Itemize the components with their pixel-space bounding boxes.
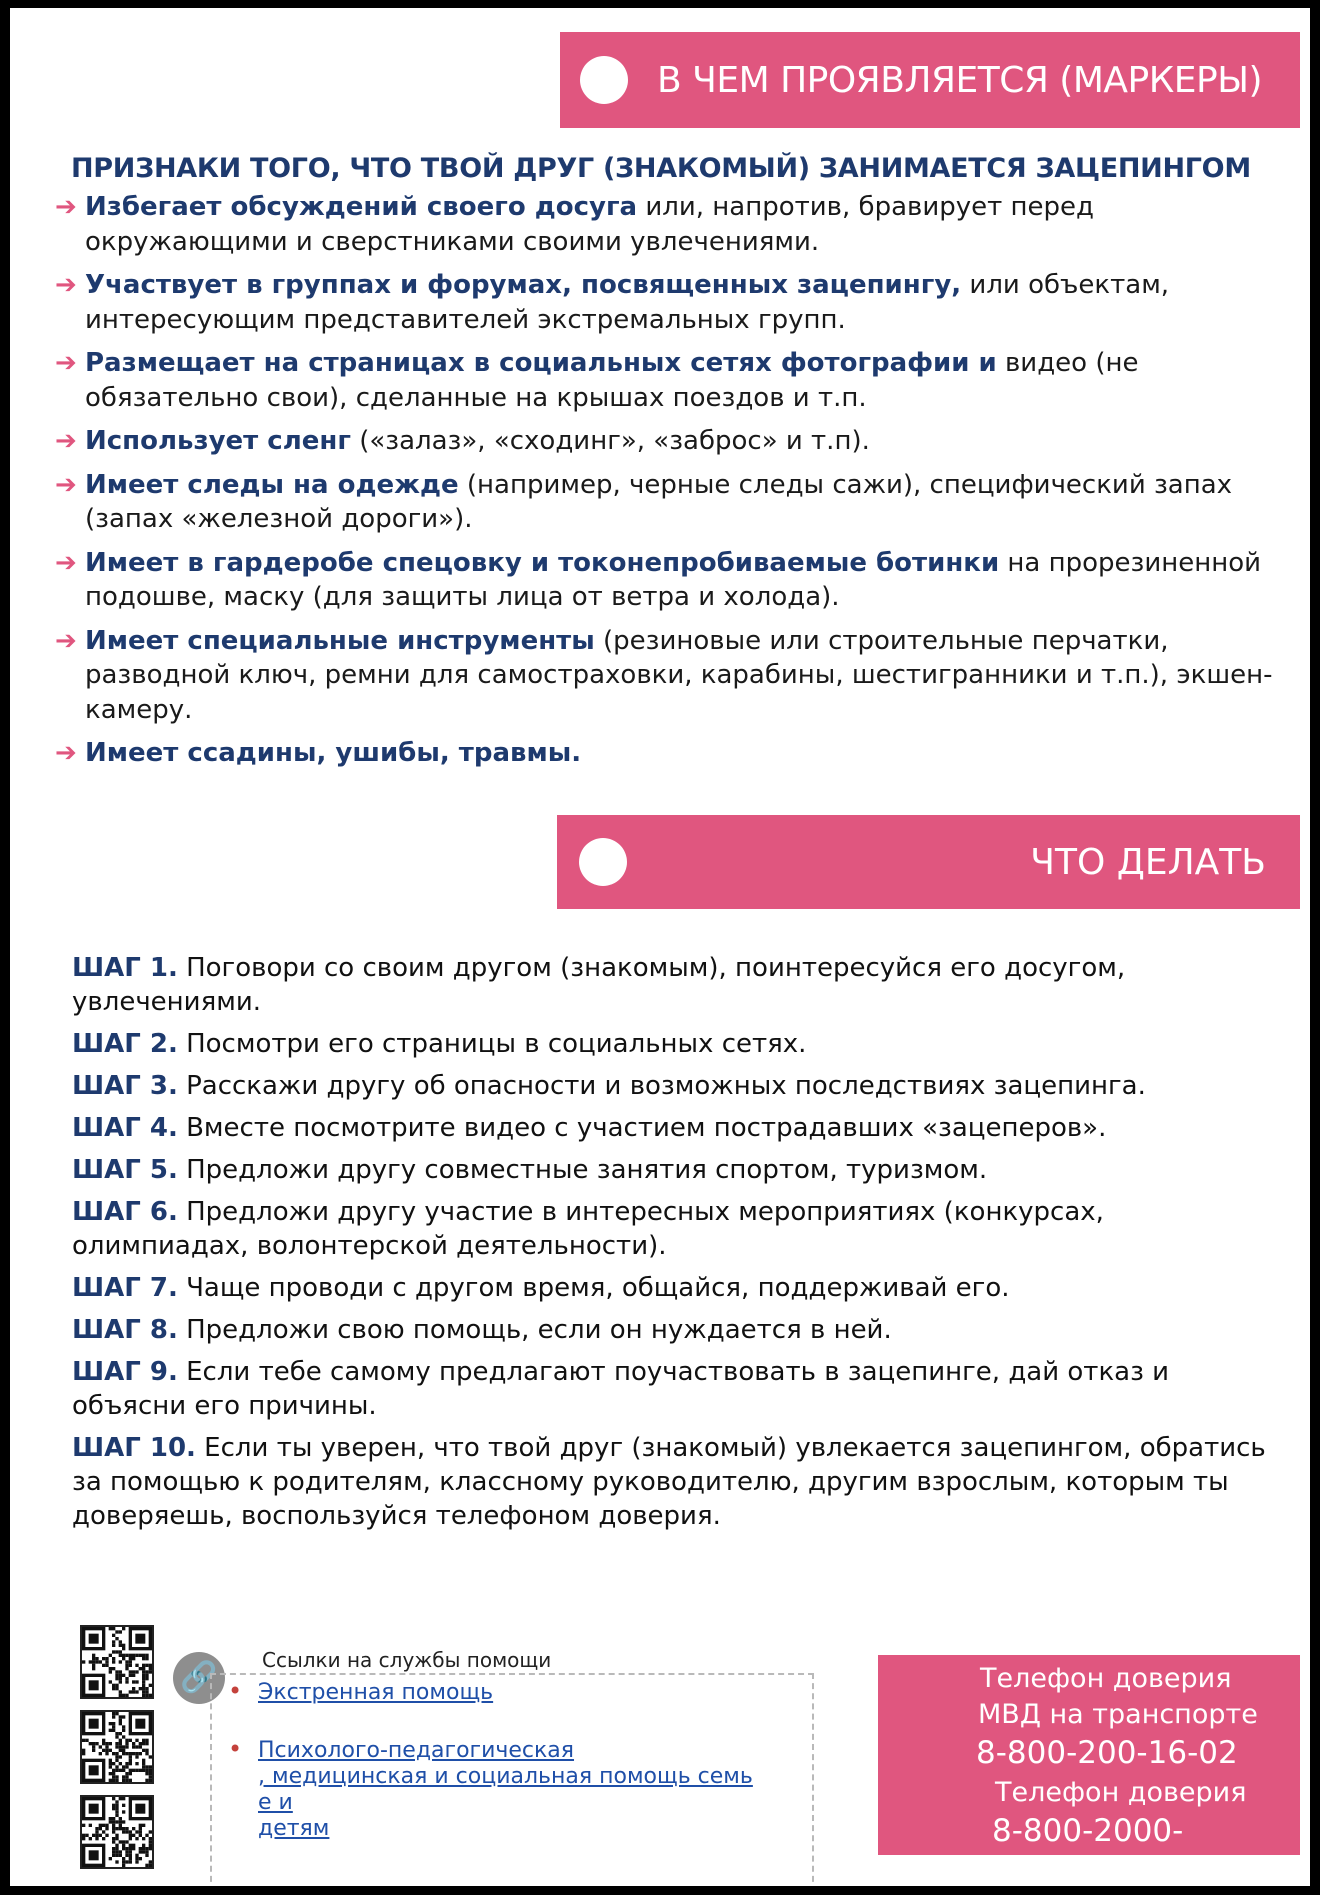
actions-banner-title: ЧТО ДЕЛАТЬ xyxy=(1030,841,1266,883)
step-text: Расскажи другу об опасности и возможных последствиях зацепинга. xyxy=(177,1071,1146,1101)
hotline-label: Телефон доверия xyxy=(980,1663,1232,1694)
psych-help-link-line2: , медицинская и социальная помощь семь xyxy=(258,1764,753,1789)
step-item xyxy=(72,1355,1272,1423)
arrow-right-icon: ➔ xyxy=(55,348,77,378)
step-number: ШАГ 3. xyxy=(72,1071,178,1101)
link-item xyxy=(228,1735,798,1842)
arrow-right-icon: ➔ xyxy=(55,426,77,456)
step-text: Чаще проводи с другом время, общайся, поддерживай его. xyxy=(177,1273,1010,1303)
markers-subtitle: ПРИЗНАКИ ТОГО, ЧТО ТВОЙ ДРУГ (ЗНАКОМЫЙ) ЗАНИМАЕТСЯ ЗАЦЕПИНГОМ xyxy=(71,153,1251,184)
marker-highlight: Использует сленг xyxy=(85,426,351,456)
step-item xyxy=(72,1111,1272,1145)
marker-item xyxy=(55,468,1275,537)
qr-code-icon[interactable] xyxy=(80,1625,154,1699)
arrow-right-icon: ➔ xyxy=(55,547,77,578)
step-text: Предложи свою помощь, если он нуждается в ней. xyxy=(177,1315,892,1345)
qr-code-graphic xyxy=(82,1627,152,1697)
hotline-phone[interactable]: 8-800-2000- xyxy=(992,1813,1184,1849)
marker-item xyxy=(55,624,1275,728)
marker-highlight: Имеет следы на одежде xyxy=(85,469,459,500)
step-number: ШАГ 4. xyxy=(72,1113,178,1143)
leaflet-page xyxy=(10,8,1310,1886)
marker-item xyxy=(55,190,1275,259)
marker-item xyxy=(55,736,1275,771)
psych-help-link-line4: детям xyxy=(258,1816,330,1841)
marker-text: («залаз», «сходинг», «заброс» и т.п). xyxy=(350,426,870,456)
step-item xyxy=(72,1153,1272,1187)
qr-code-icon[interactable] xyxy=(80,1710,154,1784)
emergency-help-link[interactable]: Экстренная помощь xyxy=(258,1680,494,1705)
marker-text: (резиновые или строительные перчатки, разводной ключ, ремни для самостраховки, карабины, шестигранники и т.п.), экшен-камеру. xyxy=(85,625,1273,725)
step-number: ШАГ 10. xyxy=(72,1433,196,1463)
hotline-phone[interactable]: 8-800-200-16-02 xyxy=(976,1735,1238,1771)
marker-text: (например, черные следы сажи), специфический запах (запах «железной дороги»). xyxy=(85,469,1233,534)
marker-highlight: Имеет ссадины, ушибы, травмы. xyxy=(85,738,582,768)
marker-highlight: Имеет в гардеробе спецовку и токонепробиваемые ботинки xyxy=(85,547,1000,578)
link-item xyxy=(228,1677,798,1706)
step-item xyxy=(72,951,1272,1019)
marker-text: или, напротив, бравирует перед окружающими и сверстниками своими увлечениями. xyxy=(85,192,1094,257)
actions-banner xyxy=(557,815,1300,909)
arrow-right-icon: ➔ xyxy=(55,270,77,300)
step-item xyxy=(72,1313,1272,1347)
step-text: Предложи другу совместные занятия спортом, туризмом. xyxy=(177,1155,988,1185)
step-number: ШАГ 8. xyxy=(72,1315,178,1345)
hotline-label: МВД на транспорте xyxy=(978,1699,1258,1730)
marker-highlight: Избегает обсуждений своего досуга xyxy=(85,192,638,222)
step-number: ШАГ 2. xyxy=(72,1029,178,1059)
circle-icon xyxy=(579,838,627,886)
psych-help-link-line1: Психолого-педагогическая xyxy=(258,1738,575,1763)
arrow-right-icon: ➔ xyxy=(55,738,77,768)
markers-list xyxy=(55,190,1275,780)
marker-item xyxy=(55,346,1275,415)
marker-text: или объектам, интересующим представителей экстремальных групп. xyxy=(85,270,1170,335)
qr-code-graphic xyxy=(82,1712,152,1782)
marker-item xyxy=(55,546,1275,615)
step-number: ШАГ 7. xyxy=(72,1273,178,1303)
step-number: ШАГ 5. xyxy=(72,1155,178,1185)
marker-item xyxy=(55,268,1275,337)
marker-highlight: Участвует в группах и форумах, посвященных зацепингу, xyxy=(85,270,962,300)
step-number: ШАГ 6. xyxy=(72,1197,178,1227)
marker-item xyxy=(55,424,1275,459)
qr-code-graphic xyxy=(82,1797,152,1867)
step-item xyxy=(72,1195,1272,1263)
step-item xyxy=(72,1027,1272,1061)
step-text: Предложи другу участие в интересных мероприятиях (конкурсах, олимпиадах, волонтерской деятельности). xyxy=(72,1197,1104,1261)
step-number: ШАГ 1. xyxy=(72,953,178,983)
bullet-icon: • xyxy=(228,1735,243,1763)
hotline-box xyxy=(878,1655,1300,1855)
step-text: Если тебе самому предлагают поучаствовать в зацепинге, дай отказ и объясни его причины. xyxy=(72,1357,1170,1421)
marker-text: на прорезиненной подошве, маску (для защиты лица от ветра и холода). xyxy=(85,547,1262,612)
arrow-right-icon: ➔ xyxy=(55,469,77,500)
arrow-right-icon: ➔ xyxy=(55,625,77,656)
link-icon: 🔗 xyxy=(173,1652,225,1704)
help-links-list xyxy=(228,1677,798,1874)
step-item xyxy=(72,1069,1272,1103)
psych-help-link-line3: е и xyxy=(258,1790,293,1815)
marker-highlight: Имеет специальные инструменты xyxy=(85,625,595,656)
bullet-icon: • xyxy=(228,1677,243,1705)
step-text: Посмотри его страницы в социальных сетях. xyxy=(177,1029,807,1059)
step-text: Поговори со своим другом (знакомым), поинтересуйся его досугом, увлечениями. xyxy=(72,953,1126,1017)
links-heading: Ссылки на службы помощи xyxy=(262,1648,552,1672)
step-text: Если ты уверен, что твой друг (знакомый) увлекается зацепингом, обратись за помощью к родителям, классному руководителю, другим взрослым, которым ты доверяешь, воспользуйся телефоном доверия. xyxy=(72,1433,1266,1531)
markers-banner-title: В ЧЕМ ПРОЯВЛЯЕТСЯ (МАРКЕРЫ) xyxy=(657,59,1263,101)
circle-icon xyxy=(580,56,628,104)
steps-list xyxy=(72,951,1272,1541)
step-item xyxy=(72,1271,1272,1305)
arrow-right-icon: ➔ xyxy=(55,192,77,222)
qr-code-icon[interactable] xyxy=(80,1795,154,1869)
hotline-label: Телефон доверия xyxy=(995,1777,1247,1808)
psych-help-link[interactable] xyxy=(258,1738,753,1841)
step-item xyxy=(72,1431,1272,1533)
marker-highlight: Размещает на страницах в социальных сетях фотографии и xyxy=(85,348,997,378)
marker-text: видео (не обязательно свои), сделанные на крышах поездов и т.п. xyxy=(85,348,1139,413)
markers-banner xyxy=(560,32,1300,128)
step-text: Вместе посмотрите видео с участием пострадавших «зацеперов». xyxy=(177,1113,1107,1143)
step-number: ШАГ 9. xyxy=(72,1357,178,1387)
